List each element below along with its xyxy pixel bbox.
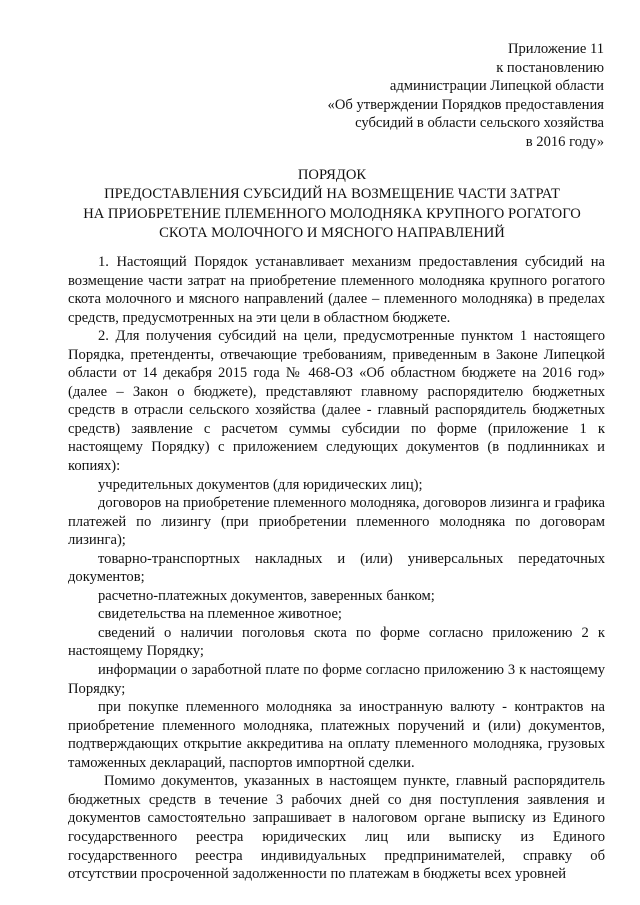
appendix-line: к постановлению bbox=[496, 59, 604, 76]
document-title bbox=[60, 166, 604, 244]
document-body bbox=[68, 253, 605, 884]
paragraph-1: 1. Настоящий Порядок устанавливает механизм предоставления субсидий на возмещение части затрат на приобретение племенного молодняка крупного рогатого скота молочного и мясного направлений (далее – племенного молодняка) в пределах средств, предусмотренных на эти цели в областном бюджете. bbox=[68, 254, 605, 326]
title-line: ПРЕДОСТАВЛЕНИЯ СУБСИДИЙ НА ВОЗМЕЩЕНИЕ ЧАСТИ ЗАТРАТ bbox=[104, 186, 560, 203]
list-item-foreign-currency: при покупке племенного молодняка за иностранную валюту - контрактов на приобретение племенного молодняка, платежных поручений и (или) документов, подтверждающих открытие аккредитива на оплату племенного молодняка, грузовых таможенных деклараций, паспортов импортной сделки. bbox=[68, 699, 605, 771]
appendix-header bbox=[328, 40, 604, 152]
title-line: ПОРЯДОК bbox=[297, 167, 367, 183]
list-item-salary-info: информации о заработной плате по форме согласно приложению 3 к настоящему Порядку; bbox=[68, 662, 605, 697]
title-line: СКОТА МОЛОЧНОГО И МЯСНОГО НАПРАВЛЕНИЙ bbox=[159, 225, 505, 242]
paragraph-additional: Помимо документов, указанных в настоящем пункте, главный распорядитель бюджетных средств в течение 3 рабочих дней со дня поступления заявления и документов самостоятельно запрашивает в налоговом органе выписку из Единого государственного реестра юридических лиц или выписку из Единого государственного реестра индивидуальных предпринимателей, справку об отсутствии просроченной задолженности по платежам в бюджеты всех уровней bbox=[68, 773, 605, 883]
appendix-line: субсидий в области сельского хозяйства bbox=[355, 115, 604, 132]
list-item-livestock-info: сведений о наличии поголовья скота по форме согласно приложению 2 к настоящему Порядку; bbox=[68, 624, 605, 660]
appendix-line: Приложение 11 bbox=[507, 41, 604, 57]
paragraph-2: 2. Для получения субсидий на цели, предусмотренные пунктом 1 настоящего Порядка, претенденты, отвечающие требованиям, приведенным в Законе Липецкой области от 14 декабря 2015 года № 468-ОЗ «Об областном бюджете на 2016 год» (далее – Закон о бюджете), представляют главному распорядителю бюджетных средств в отрасли сельского хозяйства (далее - главный распорядитель бюджетных средств) заявление с расчетом суммы субсидии по форме (приложение 1 к настоящему Порядку) с приложением следующих документов (в подлинниках и копиях): bbox=[68, 328, 605, 475]
list-item-payment-docs: расчетно-платежных документов, заверенных банком; bbox=[98, 587, 435, 604]
list-item-contracts: договоров на приобретение племенного молодняка, договоров лизинга и графика платежей по лизингу (при приобретении племенного молодняка по договорам лизинга); bbox=[68, 495, 605, 549]
title-line: НА ПРИОБРЕТЕНИЕ ПЛЕМЕННОГО МОЛОДНЯКА КРУПНОГО РОГАТОГО bbox=[83, 205, 581, 222]
list-item-waybills: товарно-транспортных накладных и (или) универсальных передаточных документов; bbox=[68, 550, 605, 586]
appendix-line: «Об утверждении Порядков предоставления bbox=[327, 96, 604, 113]
appendix-line: в 2016 году» bbox=[525, 133, 604, 150]
list-item-constituent-docs: учредительных документов (для юридических лиц); bbox=[98, 476, 423, 493]
list-item-certificate: свидетельства на племенное животное; bbox=[98, 606, 342, 623]
appendix-line: администрации Липецкой области bbox=[389, 78, 604, 95]
